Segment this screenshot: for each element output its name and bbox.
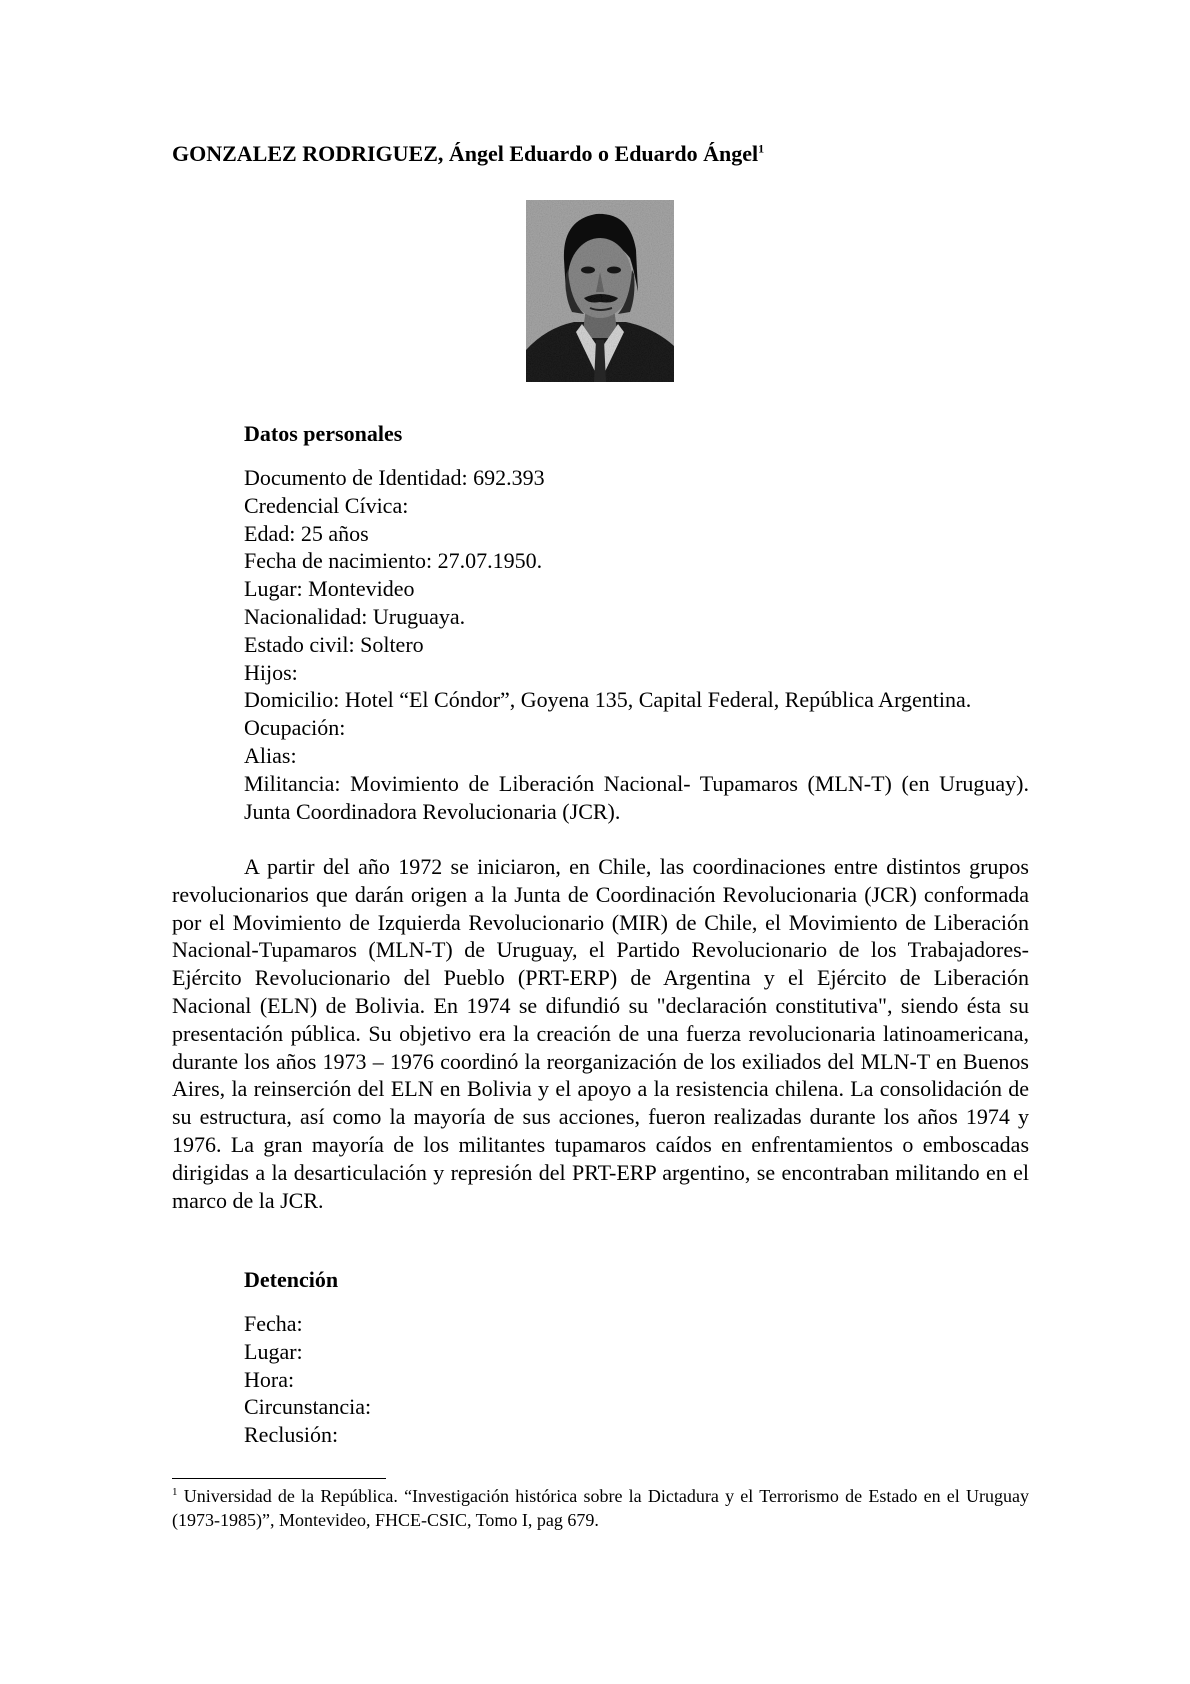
portrait-photo xyxy=(526,200,674,382)
datos-personales-list xyxy=(244,464,1029,825)
title-text: GONZALEZ RODRIGUEZ, Ángel Eduardo o Eduardo Ángel xyxy=(172,141,759,166)
page-title xyxy=(172,140,764,168)
field-credencial: Credencial Cívica: xyxy=(244,492,409,518)
footnote-number: 1 xyxy=(172,1486,178,1498)
field-lugar: Lugar: Montevideo xyxy=(244,576,415,602)
field-detencion-circunstancia: Circunstancia: xyxy=(244,1394,372,1420)
field-detencion-lugar: Lugar: xyxy=(244,1338,303,1364)
field-domicilio: Domicilio: Hotel “El Cóndor”, Goyena 135, Capital Federal, República Argentina. xyxy=(244,687,972,713)
field-hijos: Hijos: xyxy=(244,659,298,685)
jcr-paragraph: A partir del año 1972 se iniciaron, en Chile, las coordinaciones entre distintos grupos revolucionarios que darán origen a la Junta de Coordinación Revolucionaria (JCR) conformada por el Movimiento de Izquierda Revolucionario (MIR) de Chile, el Movimiento de Liberación Nacional-Tupamaros (MLN-T) de Uruguay, el Partido Revolucionario de los Trabajadores-Ejército Revolucionario del Pueblo (PRT-ERP) de Argentina y el Ejército de Liberación Nacional (ELN) de Bolivia. En 1974 se difundió su "declaración constitutiva", siendo ésta su presentación pública. Su objetivo era la creación de una fuerza revolucionaria latinoamericana, durante los años 1973 – 1976 coordinó la reorganización de los exiliados del MLN-T en Buenos Aires, la reinserción del ELN en Bolivia y el apoyo a la resistencia chilena. La consolidación de su estructura, así como la mayoría de sus acciones, fueron realizadas durante los años 1974 y 1976. La gran mayoría de los militantes tupamaros caídos en enfrentamientos o emboscadas dirigidas a la desarticulación y represión del PRT-ERP argentino, se encontraban militando en el marco de la JCR. xyxy=(172,854,1029,1213)
field-detencion-fecha: Fecha: xyxy=(244,1311,303,1336)
title-footnote-ref: 1 xyxy=(758,141,765,156)
field-nacionalidad: Nacionalidad: Uruguaya. xyxy=(244,603,466,629)
field-detencion-hora: Hora: xyxy=(244,1366,295,1392)
footnote-text: Universidad de la República. “Investigación histórica sobre la Dictadura y el Terrorismo de Estado en el Uruguay (1973-1985)”, Montevideo, FHCE-CSIC, Tomo I, pag 679. xyxy=(172,1486,1029,1530)
field-fecha-nacimiento: Fecha de nacimiento: 27.07.1950. xyxy=(244,548,543,574)
field-estado-civil: Estado civil: Soltero xyxy=(244,631,424,657)
section-heading-datos-personales: Datos personales xyxy=(244,421,403,446)
footnote xyxy=(172,1484,1029,1532)
field-documento: Documento de Identidad: 692.393 xyxy=(244,465,545,490)
field-militancia: Militancia: Movimiento de Liberación Nacional- Tupamaros (MLN-T) (en Uruguay). Junta Coordinadora Revolucionaria (JCR). xyxy=(244,770,1029,824)
field-edad: Edad: 25 años xyxy=(244,520,369,546)
field-ocupacion: Ocupación: xyxy=(244,715,346,741)
footnote-divider xyxy=(172,1478,386,1479)
section-heading-detencion: Detención xyxy=(244,1267,339,1292)
field-alias: Alias: xyxy=(244,742,297,768)
field-detencion-reclusion: Reclusión: xyxy=(244,1422,339,1448)
detencion-list xyxy=(244,1310,1029,1449)
